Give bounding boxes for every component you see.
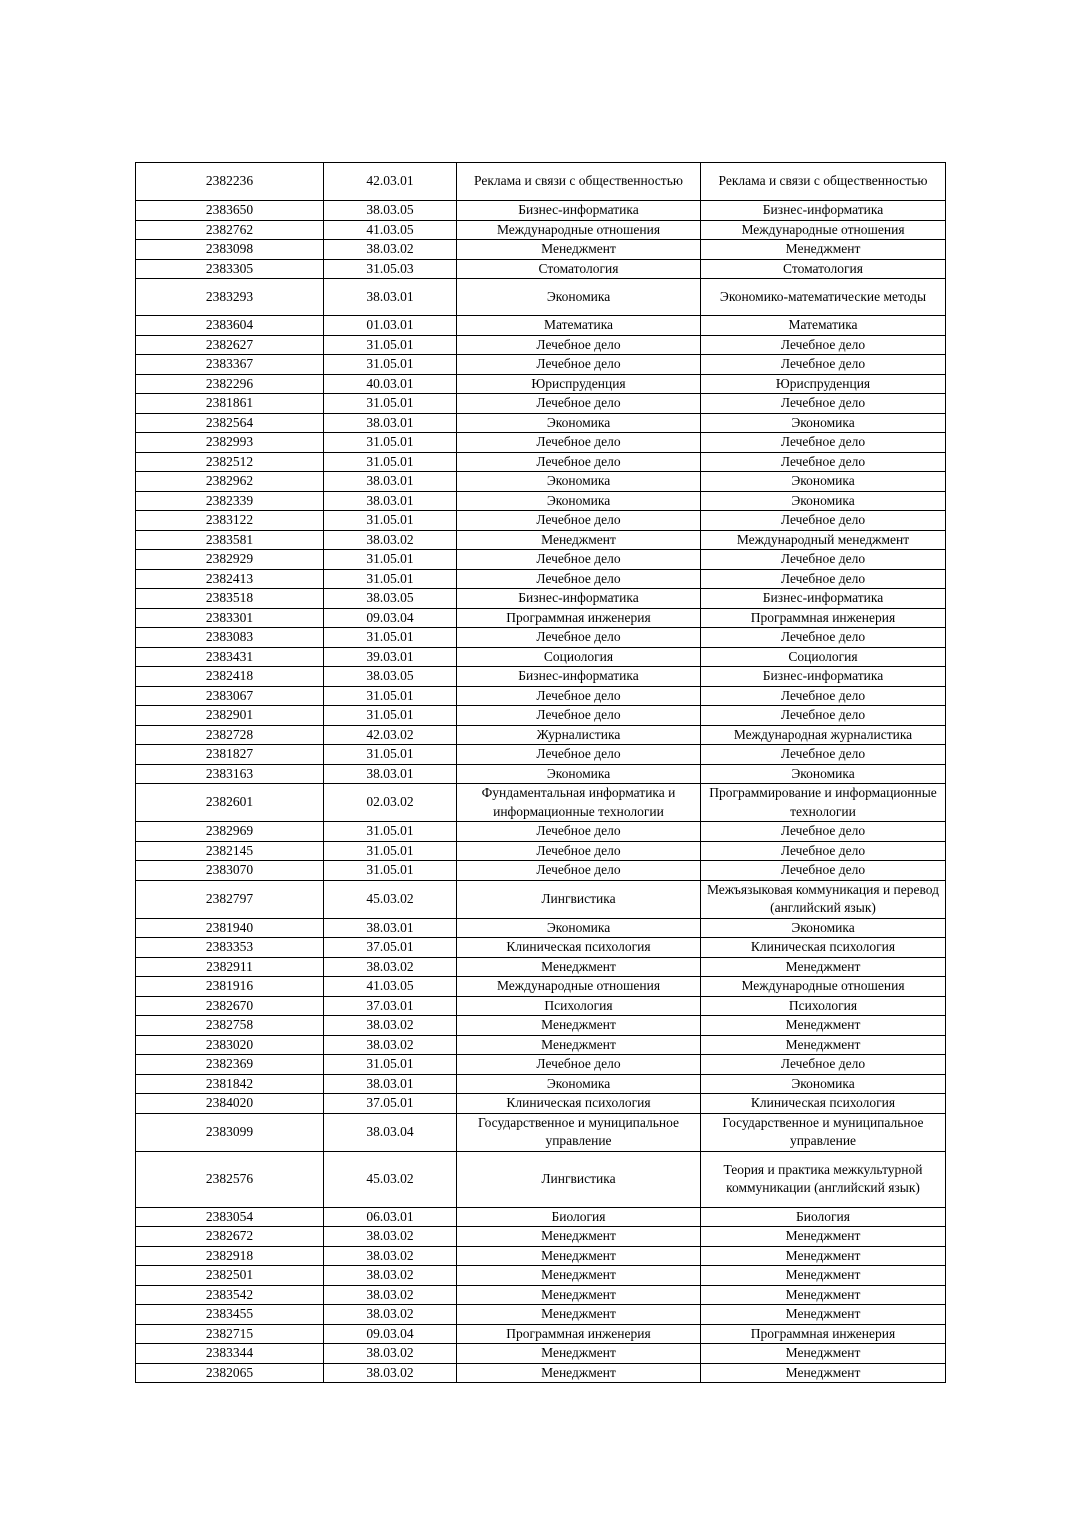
table-row bbox=[136, 472, 946, 492]
profile-cell: Бизнес-информатика bbox=[701, 667, 946, 687]
profile-cell: Программирование и информационные технологии bbox=[701, 784, 946, 822]
table-row bbox=[136, 374, 946, 394]
direction-cell: Программная инженерия bbox=[457, 1324, 701, 1344]
program-code-cell: 38.03.02 bbox=[324, 1305, 457, 1325]
applicant-id-cell: 2382369 bbox=[136, 1055, 324, 1075]
program-code-cell: 38.03.04 bbox=[324, 1113, 457, 1151]
applicant-id-cell: 2382672 bbox=[136, 1227, 324, 1247]
program-code-cell: 38.03.02 bbox=[324, 1363, 457, 1383]
program-code-cell: 38.03.02 bbox=[324, 1016, 457, 1036]
admissions-table bbox=[135, 162, 946, 1383]
applicant-id-cell: 2382627 bbox=[136, 335, 324, 355]
table-row bbox=[136, 880, 946, 918]
applicant-id-cell: 2382413 bbox=[136, 569, 324, 589]
table-row bbox=[136, 1305, 946, 1325]
program-code-cell: 45.03.02 bbox=[324, 1151, 457, 1207]
applicant-id-cell: 2382501 bbox=[136, 1266, 324, 1286]
table-row bbox=[136, 279, 946, 316]
direction-cell: Лечебное дело bbox=[457, 822, 701, 842]
direction-cell: Менеджмент bbox=[457, 1016, 701, 1036]
program-code-cell: 31.05.01 bbox=[324, 355, 457, 375]
program-code-cell: 42.03.02 bbox=[324, 725, 457, 745]
direction-cell: Лечебное дело bbox=[457, 433, 701, 453]
profile-cell: Экономика bbox=[701, 1074, 946, 1094]
profile-cell: Программная инженерия bbox=[701, 608, 946, 628]
table-row bbox=[136, 861, 946, 881]
direction-cell: Журналистика bbox=[457, 725, 701, 745]
applicant-id-cell: 2383293 bbox=[136, 279, 324, 316]
table-body bbox=[136, 163, 946, 1383]
program-code-cell: 38.03.05 bbox=[324, 589, 457, 609]
direction-cell: Лечебное дело bbox=[457, 355, 701, 375]
program-code-cell: 31.05.01 bbox=[324, 511, 457, 531]
applicant-id-cell: 2382601 bbox=[136, 784, 324, 822]
program-code-cell: 38.03.01 bbox=[324, 413, 457, 433]
program-code-cell: 31.05.01 bbox=[324, 706, 457, 726]
program-code-cell: 31.05.01 bbox=[324, 628, 457, 648]
program-code-cell: 31.05.01 bbox=[324, 822, 457, 842]
program-code-cell: 01.03.01 bbox=[324, 316, 457, 336]
table-row bbox=[136, 745, 946, 765]
direction-cell: Лечебное дело bbox=[457, 511, 701, 531]
applicant-id-cell: 2382564 bbox=[136, 413, 324, 433]
direction-cell: Лингвистика bbox=[457, 880, 701, 918]
applicant-id-cell: 2382418 bbox=[136, 667, 324, 687]
applicant-id-cell: 2382236 bbox=[136, 163, 324, 201]
program-code-cell: 31.05.01 bbox=[324, 335, 457, 355]
program-code-cell: 31.05.01 bbox=[324, 686, 457, 706]
table-row bbox=[136, 530, 946, 550]
profile-cell: Математика bbox=[701, 316, 946, 336]
program-code-cell: 38.03.01 bbox=[324, 491, 457, 511]
profile-cell: Менеджмент bbox=[701, 1363, 946, 1383]
profile-cell: Клиническая психология bbox=[701, 938, 946, 958]
table-row bbox=[136, 628, 946, 648]
program-code-cell: 31.05.01 bbox=[324, 841, 457, 861]
table-row bbox=[136, 784, 946, 822]
table-row bbox=[136, 977, 946, 997]
profile-cell: Экономико-математические методы bbox=[701, 279, 946, 316]
applicant-id-cell: 2383367 bbox=[136, 355, 324, 375]
table-row bbox=[136, 394, 946, 414]
profile-cell: Менеджмент bbox=[701, 1016, 946, 1036]
table-row bbox=[136, 1363, 946, 1383]
program-code-cell: 38.03.01 bbox=[324, 472, 457, 492]
program-code-cell: 31.05.01 bbox=[324, 550, 457, 570]
table-row bbox=[136, 957, 946, 977]
table-row bbox=[136, 511, 946, 531]
direction-cell: Менеджмент bbox=[457, 530, 701, 550]
direction-cell: Менеджмент bbox=[457, 1285, 701, 1305]
profile-cell: Биология bbox=[701, 1207, 946, 1227]
applicant-id-cell: 2383344 bbox=[136, 1344, 324, 1364]
direction-cell: Экономика bbox=[457, 413, 701, 433]
applicant-id-cell: 2383455 bbox=[136, 1305, 324, 1325]
program-code-cell: 31.05.03 bbox=[324, 259, 457, 279]
applicant-id-cell: 2382758 bbox=[136, 1016, 324, 1036]
applicant-id-cell: 2381827 bbox=[136, 745, 324, 765]
program-code-cell: 06.03.01 bbox=[324, 1207, 457, 1227]
applicant-id-cell: 2382901 bbox=[136, 706, 324, 726]
direction-cell: Лечебное дело bbox=[457, 841, 701, 861]
direction-cell: Менеджмент bbox=[457, 1266, 701, 1286]
table-row bbox=[136, 316, 946, 336]
table-row bbox=[136, 1016, 946, 1036]
direction-cell: Клиническая психология bbox=[457, 938, 701, 958]
program-code-cell: 41.03.05 bbox=[324, 220, 457, 240]
program-code-cell: 45.03.02 bbox=[324, 880, 457, 918]
direction-cell: Биология bbox=[457, 1207, 701, 1227]
program-code-cell: 39.03.01 bbox=[324, 647, 457, 667]
table-row bbox=[136, 1227, 946, 1247]
applicant-id-cell: 2383604 bbox=[136, 316, 324, 336]
applicant-id-cell: 2383353 bbox=[136, 938, 324, 958]
direction-cell: Экономика bbox=[457, 918, 701, 938]
program-code-cell: 38.03.02 bbox=[324, 530, 457, 550]
table-row bbox=[136, 491, 946, 511]
direction-cell: Юриспруденция bbox=[457, 374, 701, 394]
direction-cell: Экономика bbox=[457, 491, 701, 511]
table-row bbox=[136, 550, 946, 570]
direction-cell: Бизнес-информатика bbox=[457, 201, 701, 221]
applicant-id-cell: 2382576 bbox=[136, 1151, 324, 1207]
direction-cell: Лечебное дело bbox=[457, 706, 701, 726]
applicant-id-cell: 2382918 bbox=[136, 1246, 324, 1266]
profile-cell: Лечебное дело bbox=[701, 745, 946, 765]
direction-cell: Лечебное дело bbox=[457, 745, 701, 765]
program-code-cell: 38.03.01 bbox=[324, 764, 457, 784]
direction-cell: Клиническая психология bbox=[457, 1094, 701, 1114]
program-code-cell: 31.05.01 bbox=[324, 745, 457, 765]
program-code-cell: 31.05.01 bbox=[324, 569, 457, 589]
table-row bbox=[136, 764, 946, 784]
applicant-id-cell: 2382065 bbox=[136, 1363, 324, 1383]
program-code-cell: 38.03.02 bbox=[324, 1266, 457, 1286]
direction-cell: Менеджмент bbox=[457, 1363, 701, 1383]
profile-cell: Международная журналистика bbox=[701, 725, 946, 745]
program-code-cell: 38.03.02 bbox=[324, 1227, 457, 1247]
direction-cell: Стоматология bbox=[457, 259, 701, 279]
program-code-cell: 37.05.01 bbox=[324, 938, 457, 958]
program-code-cell: 38.03.02 bbox=[324, 1246, 457, 1266]
applicant-id-cell: 2383301 bbox=[136, 608, 324, 628]
profile-cell: Международный менеджмент bbox=[701, 530, 946, 550]
direction-cell: Бизнес-информатика bbox=[457, 667, 701, 687]
direction-cell: Лечебное дело bbox=[457, 452, 701, 472]
applicant-id-cell: 2383099 bbox=[136, 1113, 324, 1151]
direction-cell: Экономика bbox=[457, 764, 701, 784]
applicant-id-cell: 2383581 bbox=[136, 530, 324, 550]
applicant-id-cell: 2382797 bbox=[136, 880, 324, 918]
table-row bbox=[136, 1266, 946, 1286]
profile-cell: Международные отношения bbox=[701, 977, 946, 997]
program-code-cell: 40.03.01 bbox=[324, 374, 457, 394]
profile-cell: Психология bbox=[701, 996, 946, 1016]
table-row bbox=[136, 706, 946, 726]
applicant-id-cell: 2383431 bbox=[136, 647, 324, 667]
table-row bbox=[136, 996, 946, 1016]
direction-cell: Менеджмент bbox=[457, 1344, 701, 1364]
table-row bbox=[136, 918, 946, 938]
profile-cell: Стоматология bbox=[701, 259, 946, 279]
table-row bbox=[136, 569, 946, 589]
table-row bbox=[136, 413, 946, 433]
table-row bbox=[136, 686, 946, 706]
program-code-cell: 38.03.01 bbox=[324, 918, 457, 938]
table-row bbox=[136, 220, 946, 240]
applicant-id-cell: 2381861 bbox=[136, 394, 324, 414]
direction-cell: Лечебное дело bbox=[457, 628, 701, 648]
table-row bbox=[136, 1035, 946, 1055]
table-row bbox=[136, 667, 946, 687]
applicant-id-cell: 2382962 bbox=[136, 472, 324, 492]
table-row bbox=[136, 841, 946, 861]
direction-cell: Лечебное дело bbox=[457, 1055, 701, 1075]
program-code-cell: 38.03.01 bbox=[324, 279, 457, 316]
direction-cell: Лечебное дело bbox=[457, 394, 701, 414]
direction-cell: Лечебное дело bbox=[457, 861, 701, 881]
program-code-cell: 38.03.02 bbox=[324, 957, 457, 977]
program-code-cell: 38.03.02 bbox=[324, 1285, 457, 1305]
applicant-id-cell: 2383083 bbox=[136, 628, 324, 648]
applicant-id-cell: 2384020 bbox=[136, 1094, 324, 1114]
direction-cell: Математика bbox=[457, 316, 701, 336]
program-code-cell: 02.03.02 bbox=[324, 784, 457, 822]
table-row bbox=[136, 1344, 946, 1364]
profile-cell: Лечебное дело bbox=[701, 861, 946, 881]
applicant-id-cell: 2383650 bbox=[136, 201, 324, 221]
applicant-id-cell: 2381940 bbox=[136, 918, 324, 938]
direction-cell: Государственное и муниципальное управление bbox=[457, 1113, 701, 1151]
profile-cell: Лечебное дело bbox=[701, 822, 946, 842]
direction-cell: Экономика bbox=[457, 1074, 701, 1094]
direction-cell: Международные отношения bbox=[457, 977, 701, 997]
profile-cell: Менеджмент bbox=[701, 1285, 946, 1305]
program-code-cell: 38.03.02 bbox=[324, 240, 457, 260]
applicant-id-cell: 2382512 bbox=[136, 452, 324, 472]
applicant-id-cell: 2383067 bbox=[136, 686, 324, 706]
table-row bbox=[136, 647, 946, 667]
direction-cell: Лечебное дело bbox=[457, 686, 701, 706]
applicant-id-cell: 2383098 bbox=[136, 240, 324, 260]
direction-cell: Менеджмент bbox=[457, 1246, 701, 1266]
table-row bbox=[136, 1151, 946, 1207]
applicant-id-cell: 2383020 bbox=[136, 1035, 324, 1055]
profile-cell: Лечебное дело bbox=[701, 1055, 946, 1075]
profile-cell: Лечебное дело bbox=[701, 355, 946, 375]
applicant-id-cell: 2382670 bbox=[136, 996, 324, 1016]
profile-cell: Лечебное дело bbox=[701, 433, 946, 453]
program-code-cell: 42.03.01 bbox=[324, 163, 457, 201]
profile-cell: Менеджмент bbox=[701, 1227, 946, 1247]
table-row bbox=[136, 240, 946, 260]
profile-cell: Экономика bbox=[701, 918, 946, 938]
table-row bbox=[136, 1055, 946, 1075]
applicant-id-cell: 2382339 bbox=[136, 491, 324, 511]
table-row bbox=[136, 1246, 946, 1266]
table-row bbox=[136, 259, 946, 279]
applicant-id-cell: 2383122 bbox=[136, 511, 324, 531]
direction-cell: Лингвистика bbox=[457, 1151, 701, 1207]
program-code-cell: 31.05.01 bbox=[324, 452, 457, 472]
table-row bbox=[136, 725, 946, 745]
direction-cell: Реклама и связи с общественностью bbox=[457, 163, 701, 201]
direction-cell: Международные отношения bbox=[457, 220, 701, 240]
profile-cell: Лечебное дело bbox=[701, 628, 946, 648]
applicant-id-cell: 2382929 bbox=[136, 550, 324, 570]
applicant-id-cell: 2383305 bbox=[136, 259, 324, 279]
profile-cell: Менеджмент bbox=[701, 1246, 946, 1266]
table-row bbox=[136, 608, 946, 628]
profile-cell: Менеджмент bbox=[701, 1035, 946, 1055]
profile-cell: Менеджмент bbox=[701, 1266, 946, 1286]
applicant-id-cell: 2381916 bbox=[136, 977, 324, 997]
applicant-id-cell: 2382969 bbox=[136, 822, 324, 842]
direction-cell: Менеджмент bbox=[457, 1035, 701, 1055]
program-code-cell: 38.03.02 bbox=[324, 1035, 457, 1055]
applicant-id-cell: 2382911 bbox=[136, 957, 324, 977]
direction-cell: Программная инженерия bbox=[457, 608, 701, 628]
profile-cell: Менеджмент bbox=[701, 1305, 946, 1325]
applicant-id-cell: 2382145 bbox=[136, 841, 324, 861]
program-code-cell: 41.03.05 bbox=[324, 977, 457, 997]
profile-cell: Экономика bbox=[701, 472, 946, 492]
profile-cell: Лечебное дело bbox=[701, 841, 946, 861]
table-row bbox=[136, 163, 946, 201]
profile-cell: Бизнес-информатика bbox=[701, 201, 946, 221]
profile-cell: Экономика bbox=[701, 413, 946, 433]
applicant-id-cell: 2383163 bbox=[136, 764, 324, 784]
applicant-id-cell: 2382728 bbox=[136, 725, 324, 745]
direction-cell: Лечебное дело bbox=[457, 569, 701, 589]
program-code-cell: 37.03.01 bbox=[324, 996, 457, 1016]
applicant-id-cell: 2383054 bbox=[136, 1207, 324, 1227]
direction-cell: Менеджмент bbox=[457, 957, 701, 977]
program-code-cell: 09.03.04 bbox=[324, 608, 457, 628]
table-row bbox=[136, 201, 946, 221]
profile-cell: Лечебное дело bbox=[701, 394, 946, 414]
direction-cell: Экономика bbox=[457, 279, 701, 316]
program-code-cell: 38.03.05 bbox=[324, 201, 457, 221]
table-row bbox=[136, 589, 946, 609]
table-row bbox=[136, 452, 946, 472]
profile-cell: Бизнес-информатика bbox=[701, 589, 946, 609]
profile-cell: Реклама и связи с общественностью bbox=[701, 163, 946, 201]
direction-cell: Экономика bbox=[457, 472, 701, 492]
applicant-id-cell: 2383542 bbox=[136, 1285, 324, 1305]
direction-cell: Лечебное дело bbox=[457, 550, 701, 570]
program-code-cell: 31.05.01 bbox=[324, 861, 457, 881]
table-row bbox=[136, 433, 946, 453]
program-code-cell: 37.05.01 bbox=[324, 1094, 457, 1114]
applicant-id-cell: 2382296 bbox=[136, 374, 324, 394]
applicant-id-cell: 2382762 bbox=[136, 220, 324, 240]
program-code-cell: 38.03.02 bbox=[324, 1344, 457, 1364]
profile-cell: Лечебное дело bbox=[701, 686, 946, 706]
applicant-id-cell: 2383070 bbox=[136, 861, 324, 881]
table-row bbox=[136, 1094, 946, 1114]
program-code-cell: 38.03.05 bbox=[324, 667, 457, 687]
applicant-id-cell: 2383518 bbox=[136, 589, 324, 609]
direction-cell: Социология bbox=[457, 647, 701, 667]
direction-cell: Фундаментальная информатика и информационные технологии bbox=[457, 784, 701, 822]
profile-cell: Лечебное дело bbox=[701, 550, 946, 570]
table-row bbox=[136, 1113, 946, 1151]
profile-cell: Лечебное дело bbox=[701, 335, 946, 355]
profile-cell: Экономика bbox=[701, 491, 946, 511]
direction-cell: Лечебное дело bbox=[457, 335, 701, 355]
profile-cell: Международные отношения bbox=[701, 220, 946, 240]
profile-cell: Лечебное дело bbox=[701, 452, 946, 472]
profile-cell: Лечебное дело bbox=[701, 569, 946, 589]
profile-cell: Менеджмент bbox=[701, 957, 946, 977]
table-row bbox=[136, 938, 946, 958]
applicant-id-cell: 2381842 bbox=[136, 1074, 324, 1094]
program-code-cell: 31.05.01 bbox=[324, 433, 457, 453]
profile-cell: Теория и практика межкультурной коммуникации (английский язык) bbox=[701, 1151, 946, 1207]
direction-cell: Бизнес-информатика bbox=[457, 589, 701, 609]
table-row bbox=[136, 335, 946, 355]
table-row bbox=[136, 355, 946, 375]
profile-cell: Межъязыковая коммуникация и перевод (английский язык) bbox=[701, 880, 946, 918]
table-row bbox=[136, 822, 946, 842]
program-code-cell: 09.03.04 bbox=[324, 1324, 457, 1344]
applicant-id-cell: 2382993 bbox=[136, 433, 324, 453]
program-code-cell: 31.05.01 bbox=[324, 394, 457, 414]
profile-cell: Программная инженерия bbox=[701, 1324, 946, 1344]
table-row bbox=[136, 1074, 946, 1094]
direction-cell: Менеджмент bbox=[457, 1305, 701, 1325]
direction-cell: Менеджмент bbox=[457, 1227, 701, 1247]
profile-cell: Менеджмент bbox=[701, 240, 946, 260]
table-row bbox=[136, 1324, 946, 1344]
table-row bbox=[136, 1285, 946, 1305]
profile-cell: Социология bbox=[701, 647, 946, 667]
program-code-cell: 31.05.01 bbox=[324, 1055, 457, 1075]
direction-cell: Менеджмент bbox=[457, 240, 701, 260]
profile-cell: Юриспруденция bbox=[701, 374, 946, 394]
profile-cell: Лечебное дело bbox=[701, 511, 946, 531]
table-row bbox=[136, 1207, 946, 1227]
direction-cell: Психология bbox=[457, 996, 701, 1016]
profile-cell: Менеджмент bbox=[701, 1344, 946, 1364]
profile-cell: Экономика bbox=[701, 764, 946, 784]
profile-cell: Государственное и муниципальное управление bbox=[701, 1113, 946, 1151]
profile-cell: Клиническая психология bbox=[701, 1094, 946, 1114]
program-code-cell: 38.03.01 bbox=[324, 1074, 457, 1094]
applicant-id-cell: 2382715 bbox=[136, 1324, 324, 1344]
profile-cell: Лечебное дело bbox=[701, 706, 946, 726]
